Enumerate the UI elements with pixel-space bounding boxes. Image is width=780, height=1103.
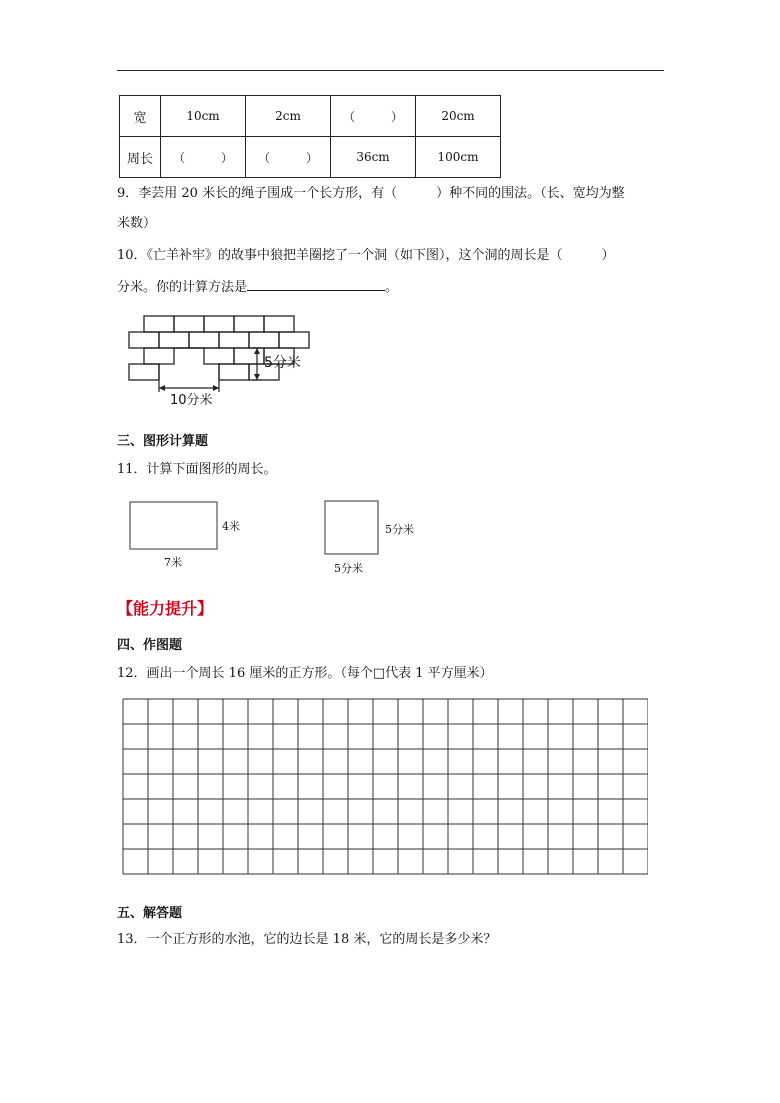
question-13: 13．一个正方形的水池，它的边长是 18 米，它的周长是多少米？: [117, 932, 497, 947]
table-row: [120, 137, 501, 178]
question-9-line2: 米数）: [117, 216, 157, 231]
brick: [129, 364, 159, 380]
table-header-perimeter: 周长: [120, 137, 161, 178]
question-10-suffix: 。: [385, 280, 399, 295]
brick: [144, 316, 174, 332]
brick: [204, 316, 234, 332]
brick: [174, 316, 204, 332]
table-cell: 10cm: [161, 96, 246, 137]
table-cell: 100cm: [416, 137, 501, 178]
table-cell-blank[interactable]: （ ）: [161, 137, 246, 178]
question-9-line1: 9．李芸用 20 米长的绳子围成一个长方形，有（ ）种不同的围法。（长、宽均为整: [117, 186, 625, 201]
table-cell: 20cm: [416, 96, 501, 137]
drawing-grid[interactable]: [122, 698, 648, 875]
brick: [279, 332, 309, 348]
rectangle-figure: [128, 500, 220, 552]
table-cell-blank[interactable]: （ ）: [331, 96, 416, 137]
rectangle-shape: [130, 502, 217, 549]
brick: [234, 316, 264, 332]
table-cell: 2cm: [246, 96, 331, 137]
section-4-title: 四、作图题: [117, 638, 183, 653]
section-5-title: 五、解答题: [117, 906, 183, 921]
brick: [189, 332, 219, 348]
question-11: 11．计算下面图形的周长。: [117, 462, 277, 477]
label-10-decimeters: 10分米: [170, 393, 213, 408]
arrow-up: [254, 348, 260, 354]
header-rule: [117, 70, 664, 71]
table-cell-blank[interactable]: （ ）: [246, 137, 331, 178]
brick: [129, 332, 159, 348]
section-3-title: 三、图形计算题: [117, 434, 209, 449]
table-row: [120, 96, 501, 137]
square-bottom-label: 5分米: [334, 562, 363, 575]
rect-width-label: 7米: [164, 556, 182, 569]
table-header-width: 宽: [120, 96, 161, 137]
question-10-line1: 10．《亡羊补牢》的故事中狼把羊圈挖了一个洞（如下图），这个洞的周长是（ ）: [117, 248, 615, 263]
arrow-right: [213, 385, 219, 391]
arrow-left: [159, 385, 165, 391]
rect-height-label: 4米: [222, 520, 240, 533]
brick: [249, 332, 279, 348]
brick: [264, 316, 294, 332]
brick: [219, 332, 249, 348]
question-10-line2: [117, 276, 398, 298]
ability-heading: 【能力提升】: [117, 599, 214, 618]
width-perimeter-table: [119, 95, 501, 178]
table-cell: 36cm: [331, 137, 416, 178]
square-side-label: 5分米: [385, 523, 414, 536]
method-answer-line[interactable]: [247, 276, 385, 291]
square-shape: [325, 501, 378, 554]
label-5-decimeters: 5分米: [264, 355, 301, 371]
brick: [234, 348, 264, 364]
question-10-prefix: 分米。你的计算方法是: [117, 280, 248, 295]
brick: [159, 332, 189, 348]
brick: [219, 364, 249, 380]
question-12: 12．画出一个周长 16 厘米的正方形。（每个□代表 1 平方厘米）: [117, 666, 493, 681]
hole: [160, 349, 218, 381]
square-figure: [323, 499, 381, 557]
arrow-down: [254, 374, 260, 380]
